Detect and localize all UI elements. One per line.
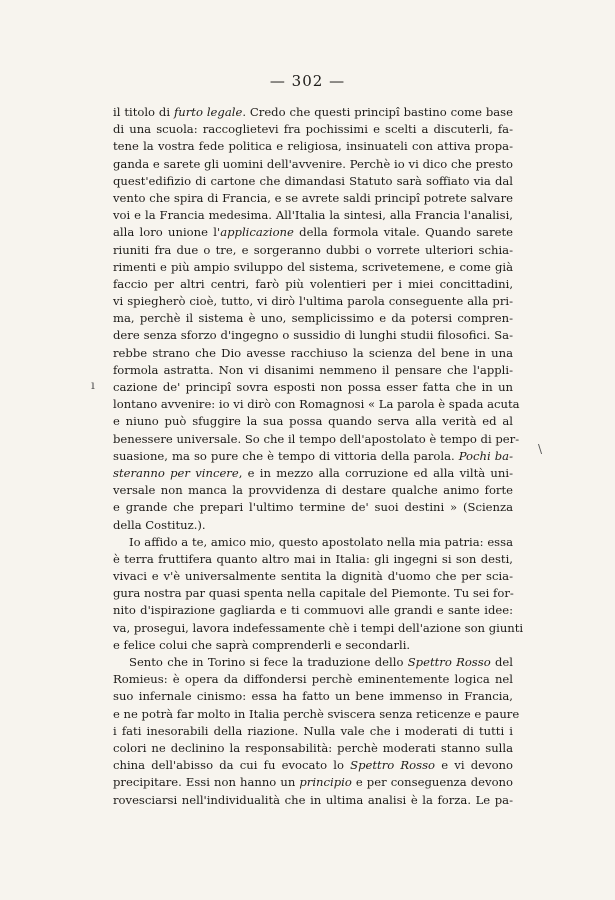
- text-line: il titolo di furto legale. Credo che questi principî bastino come base: [113, 105, 513, 119]
- text-line: ganda e sarete gli uomini dell'avvenire. Perchè io vi dico che presto: [113, 156, 513, 171]
- text-line: ma, perchè il sistema è uno, semplicissimo e da potersi compren-: [113, 311, 513, 326]
- text-line: Sento che in Torino si fece la traduzione dello Spettro Rosso del: [129, 655, 513, 669]
- text-line: faccio per altri centri, farò più volentieri per i miei concittadini,: [113, 276, 513, 291]
- text-line: nito d'ispirazione gagliarda e ti commuovi alle grandi e sante idee:: [113, 603, 513, 618]
- text-line: precipitare. Essi non hanno un principio e per conseguenza devono: [113, 775, 514, 790]
- text-line: colori ne declinino la responsabilità: perchè moderati stanno sulla: [113, 740, 513, 755]
- text-line: steranno per vincere, e in mezzo alla corruzione ed alla viltà uni-: [113, 465, 513, 480]
- text-line: rebbe strano che Dio avesse racchiuso la scienza del bene in una: [113, 345, 513, 360]
- text-line: vivaci e v'è universalmente sentita la dignità d'uomo che per scia-: [113, 569, 513, 584]
- text-line: suo infernale cinismo: essa ha fatto un bene immenso in Francia,: [113, 689, 513, 704]
- text-line: tene la vostra fede politica e religiosa, insinuateli con attiva propa-: [113, 139, 513, 154]
- text-line: rovesciarsi nell'individualità che in ultima analisi è la forza. Le pa-: [113, 792, 513, 807]
- text-line: e grande che prepari l'ultimo termine de' suoi destini » (Scienza: [113, 500, 513, 515]
- text-line: vi spiegherò cioè, tutto, vi dirò l'ultima parola conseguente alla pri-: [113, 294, 513, 309]
- text-line: rimenti e più ampio sviluppo del sistema, scrivetemene, e come già: [113, 259, 513, 274]
- text-line: va, prosegui, lavora indefessamente chè i tempi dell'azione son giunti: [113, 620, 524, 635]
- text-line: versale non manca la provvidenza di destare qualche animo forte: [113, 483, 513, 498]
- text-line: e niuno può sfuggire la sua possa quando serva alla verità ed al: [113, 414, 513, 429]
- text-line: di una scuola: raccoglietevi fra pochissimi e scelti a discuterli, fa-: [113, 122, 513, 137]
- text-line: e ne potrà far molto in Italia perchè sviscera senza reticenze e paure: [113, 706, 520, 721]
- text-line: Romieus: è opera da diffondersi perchè eminentemente logica nel: [113, 672, 513, 687]
- text-line: riuniti fra due o tre, e sorgeranno dubbi o vorrete ulteriori schia-: [113, 242, 513, 257]
- text-line: è terra fruttifera quanto altro mai in Italia: gli ingegni si son desti,: [113, 551, 513, 566]
- text-line: della Costituz.).: [113, 517, 206, 532]
- text-line: suasione, ma so pure che è tempo di vittoria della parola. Pochi ba-: [113, 448, 513, 463]
- text-line: gura nostra par quasi spenta nella capitale del Piemonte. Tu sei for-: [113, 586, 514, 601]
- margin-mark: \: [538, 442, 543, 456]
- text-line: china dell'abisso da cui fu evocato lo Spettro Rosso e vi devono: [113, 758, 513, 773]
- text-line: e felice colui che saprà comprenderli e secondarli.: [113, 637, 411, 652]
- text-line: dere senza sforzo d'ingegno o sussidio di lunghi studii filosofici. Sa-: [113, 328, 513, 343]
- margin-mark: ı: [91, 378, 95, 392]
- text-line: vento che spira di Francia, e se avrete saldi principî potrete salvare: [113, 190, 513, 205]
- text-line: formola astratta. Non vi disanimi nemmeno il pensare che l'appli-: [113, 362, 513, 377]
- text-line: alla loro unione l'applicazione della formola vitale. Quando sarete: [113, 225, 513, 240]
- body-text: [113, 104, 524, 809]
- text-line: benessere universale. So che il tempo dell'apostolato è tempo di per-: [113, 431, 520, 446]
- page-number: — 302 —: [269, 72, 346, 90]
- text-line: voi e la Francia medesima. All'Italia la sintesi, alla Francia l'analisi,: [113, 208, 513, 223]
- text-line: quest'edifizio di cartone che dimandasi Statuto sarà soffiato via dal: [113, 173, 513, 188]
- text-line: lontano avvenire: io vi dirò con Romagnosi « La parola è spada acuta: [113, 397, 520, 412]
- text-line: cazione de' principî sovra esposti non possa esser fatta che in un: [113, 380, 513, 394]
- text-line: i fati inesorabili della riazione. Nulla vale che i moderati di tutti i: [113, 723, 513, 738]
- text-line: Io affido a te, amico mio, questo apostolato nella mia patria: essa: [129, 534, 513, 549]
